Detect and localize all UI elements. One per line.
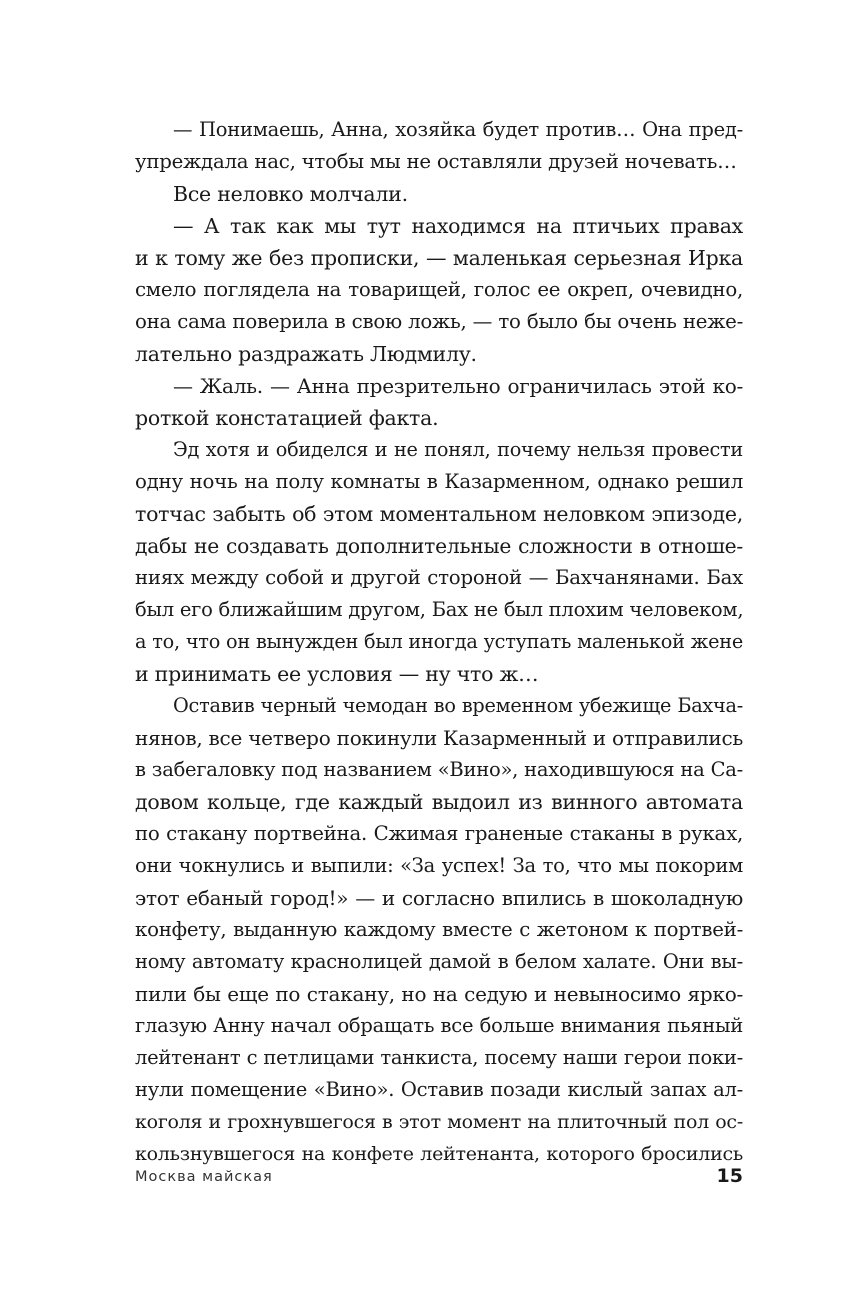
text-line: пили бы еще по стакану, но на седую и невыносимо ярко- [135,982,743,1006]
text-line: нянов, все четверо покинули Казарменный и отправились [135,726,744,750]
text-line: по стакану портвейна. Сжимая граненые стаканы в руках, [135,822,743,845]
text-line: одну ночь на полу комнаты в Казарменном, однако решил [135,470,743,493]
running-footer-title: Москва майская [135,1169,273,1185]
text-line: Оставив черный чемодан во временном убежище Бахча- [173,694,743,717]
text-line: лательно раздражать Людмилу. [135,342,477,366]
text-line: ному автомату краснолицей дамой в белом халате. Они вы- [135,950,743,973]
text-line: этот ебаный город!» — и согласно впились в шоколадную [135,886,743,910]
text-line: Все неловко молчали. [173,182,408,206]
page-number: 15 [716,1165,743,1187]
text-line: нули помещение «Вино». Оставив позади кислый запах ал- [135,1078,743,1101]
text-line: коголя и грохнувшегося в этот момент на плиточный пол ос- [135,1111,743,1133]
text-line: — Понимаешь, Анна, хозяйка будет против… Она пред- [173,118,743,141]
text-line: дабы не создавать дополнительные сложности в отноше- [135,534,743,558]
text-line: глазую Анну начал обращать все больше внимания пьяный [135,1014,743,1037]
text-line: довом кольце, где каждый выдоил из винного автомата [135,790,743,814]
text-line: смело поглядела на товарищей, голос ее окреп, очевидно, [135,278,743,301]
text-line: — Жаль. — Анна презрительно ограничилась этой ко- [173,374,743,398]
text-line: Эд хотя и обиделся и не понял, почему нельзя провести [173,438,743,461]
text-line: кользнувшегося на конфете лейтенанта, которого бросились [135,1143,743,1165]
body-text [135,114,743,1170]
text-line: в забегаловку под названием «Вино», находившуюся на Са- [135,758,743,781]
text-line: тотчас забыть об этом моментальном неловком эпизоде, [135,502,743,526]
text-line: лейтенант с петлицами танкиста, посему наши герои поки- [135,1046,743,1069]
text-line: был его ближайшим другом, Бах не был плохим человеком, [135,598,744,621]
text-line: и к тому же без прописки, — маленькая серьезная Ирка [135,246,743,270]
text-line: и принимать ее условия — ну что ж… [135,662,539,686]
text-line: ниях между собой и другой стороной — Бахчанянами. Бах [135,566,743,589]
text-line: — А так как мы тут находимся на птичьих правах [173,214,743,238]
text-line: роткой констатацией факта. [135,406,439,430]
text-line: конфету, выданную каждому вместе с жетоном к портвей- [135,918,743,941]
text-line: они чокнулись и выпили: «За успех! За то, что мы покорим [135,854,743,877]
text-line: а то, что он вынужден был иногда уступать маленькой жене [135,630,743,653]
text-line: она сама поверила в свою ложь, — то было бы очень неже- [135,310,743,333]
text-line: упреждала нас, чтобы мы не оставляли друзей ночевать… [135,150,737,173]
